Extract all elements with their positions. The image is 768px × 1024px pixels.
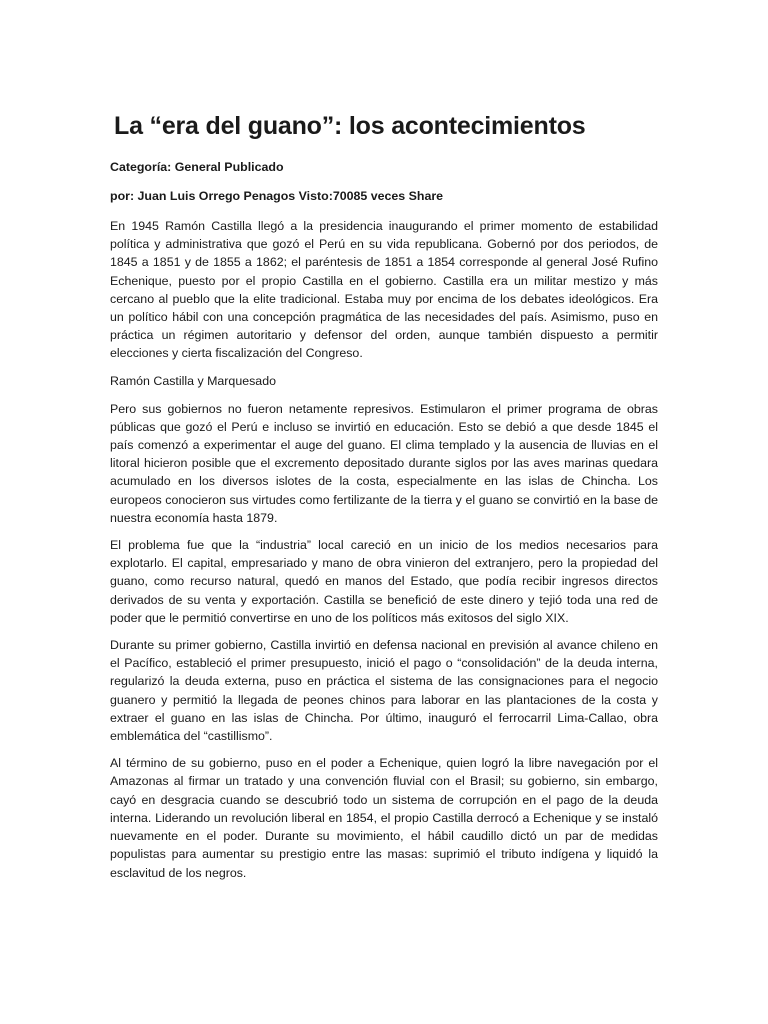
document-title: La “era del guano”: los acontecimientos bbox=[114, 112, 586, 140]
category-line: Categoría: General Publicado bbox=[110, 160, 284, 174]
paragraph-5: Al término de su gobierno, puso en el poder a Echenique, quien logró la libre navegación por el Amazonas al firmar un tratado y una convención fluvial con el Brasil; su gobierno, sin embargo, cayó en desgracia cuando se descubrió todo un sistema de corrupción en el pago de la deuda interna. Liderando un revolución liberal en 1854, el propio Castilla derrocó a Echenique y se instaló nuevamente en el poder. Durante su movimiento, el hábil caudillo dictó un par de medidas populistas para aumentar su prestigio entre las masas: suprimió el tributo indígena y liquidó la esclavitud de los negros. bbox=[110, 756, 658, 880]
author-line: por: Juan Luis Orrego Penagos Visto:70085 veces Share bbox=[110, 189, 444, 203]
paragraph-2: Pero sus gobiernos no fueron netamente represivos. Estimularon el primer programa de obras públicas que gozó el Perú e incluso se invirtió en educación. Esto se debió a que desde 1845 el país comenzó a experimentar el auge del guano. El clima templado y la ausencia de lluvias en el litoral hicieron posible que el excremento depositado durante siglos por las aves marinas quedara acumulado en los diversos islotes de la costa, especialmente en las islas de Chincha. Los europeos conocieron sus virtudes como fertilizante de la tierra y el guano se convirtió en la base de nuestra economía hasta 1879. bbox=[110, 401, 658, 525]
document-page bbox=[110, 112, 658, 891]
paragraph-4: Durante su primer gobierno, Castilla invirtió en defensa nacional en previsión al avance chileno en el Pacífico, estableció el primer presupuesto, inició el pago o “consolidación” de la deuda interna, regularizó la deuda externa, puso en práctica el sistema de las consignaciones para el negocio guanero y permitió la llegada de peones chinos para laborar en las plantaciones de la costa y extraer el guano en las islas de Chincha. Por último, inauguró el ferrocarril Lima-Callao, obra emblemática del “castillismo”. bbox=[110, 638, 658, 744]
paragraph-1: En 1945 Ramón Castilla llegó a la presidencia inaugurando el primer momento de estabilidad política y administrativa que gozó el Perú en su vida republicana. Gobernó por dos periodos, de 1845 a 1851 y de 1855 a 1862; el paréntesis de 1851 a 1854 corresponde al general José Rufino Echenique, puesto por el propio Castilla en el gobierno. Castilla era un militar mestizo y más cercano al pueblo que la elite tradicional. Estaba muy por encima de los debates ideológicos. Era un político hábil con una concepción pragmática de las necesidades del país. Asimismo, puso en práctica un régimen autoritario y defensor del orden, aunque también dispuesto a permitir elecciones y cierta fiscalización del Congreso. bbox=[110, 219, 658, 361]
paragraph-3: El problema fue que la “industria” local careció en un inicio de los medios necesarios para explotarlo. El capital, empresariado y mano de obra vinieron del extranjero, pero la propiedad del guano, como recurso natural, quedó en manos del Estado, que podía recibir ingresos directos derivados de su venta y exportación. Castilla se benefició de este dinero y tejió toda una red de poder que le permitió convertirse en uno de los políticos más exitosos del siglo XIX. bbox=[110, 538, 658, 625]
subheading: Ramón Castilla y Marquesado bbox=[110, 373, 276, 388]
